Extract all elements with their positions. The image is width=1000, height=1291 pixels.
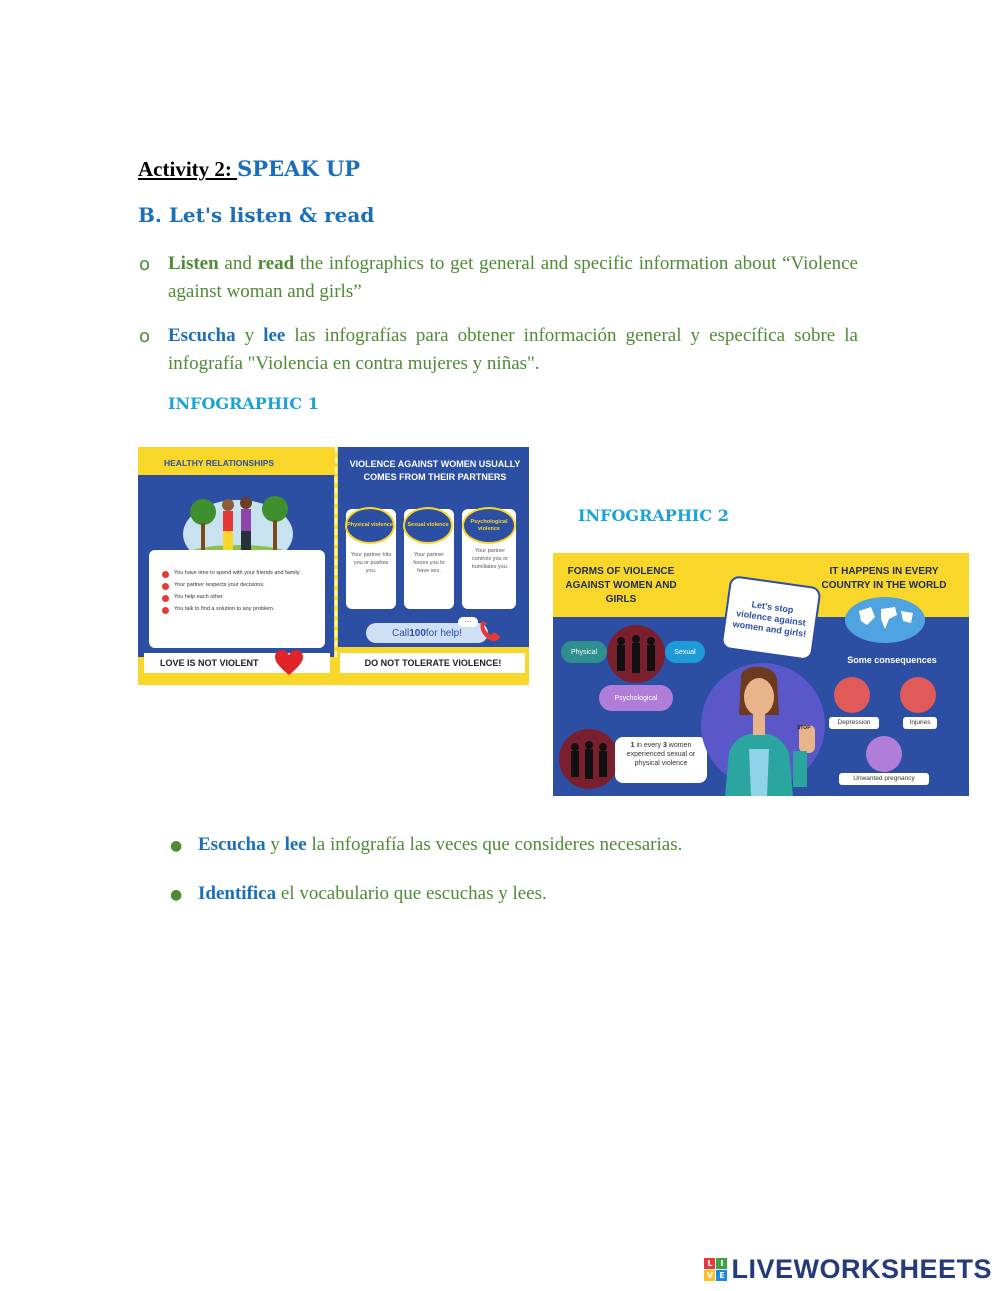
stat-text: women experienced sexual or physical violence: [626, 742, 696, 767]
woman-stop-illustration: [719, 665, 829, 796]
form-pill-physical: Physical: [561, 641, 607, 663]
checklist: [162, 570, 322, 614]
checklist-text: Your partner respects your decisions.: [174, 582, 265, 588]
logo-text: LIVEWORKSHEETS: [731, 1254, 992, 1284]
form-pill-psychological: Psychological: [599, 685, 673, 711]
continents-icon: [845, 597, 925, 643]
world-map-icon: [845, 597, 925, 643]
type-badge: Physical violence: [345, 507, 395, 544]
activity-title: SPEAK UP: [237, 156, 361, 181]
logo-mark-icon: [704, 1258, 727, 1281]
type-badge: Sexual violence: [403, 507, 453, 544]
instruction-bold: Listen: [168, 253, 219, 274]
logo-letter: V: [704, 1270, 715, 1281]
circle-bullet-icon: o: [139, 326, 151, 347]
love-not-violent: LOVE IS NOT VIOLENT: [160, 658, 259, 668]
phone-icon: [476, 617, 506, 645]
do-not-tolerate: DO NOT TOLERATE VIOLENCE!: [364, 658, 502, 668]
task-item: [198, 834, 682, 856]
violence-title: VIOLENCE AGAINST WOMEN USUALLY COMES FROM THEIR PARTNERS: [349, 459, 521, 482]
instruction-spanish: [168, 322, 858, 378]
type-badge: Psychological violence: [462, 507, 516, 544]
check-icon: [162, 571, 169, 578]
logo-letter: I: [716, 1258, 727, 1269]
infographic-2: [553, 553, 969, 796]
task-item: [198, 883, 547, 905]
type-desc: Your partner controls you or humiliates you.: [471, 548, 509, 570]
task-text: el vocabulario que escuchas y lees.: [276, 883, 547, 904]
liveworksheets-logo[interactable]: [704, 1254, 992, 1285]
instruction-bold: read: [257, 253, 295, 274]
consequence-label: Injuries: [903, 717, 937, 729]
check-icon: [162, 583, 169, 590]
task-text: la infografía las veces que consideres necesarias.: [306, 834, 683, 855]
instruction-text: las infografías para obtener información general y específica sobre la infografía "Violencia en contra mujeres y niñas".: [168, 325, 858, 374]
consequence-label: Depression: [829, 717, 879, 729]
circle-bullet-icon: o: [139, 254, 151, 275]
logo-letter: L: [704, 1258, 715, 1269]
dot-bullet-icon: ●: [170, 838, 183, 854]
check-icon: [162, 607, 169, 614]
instruction-text: the infographics to get general and specific information about “Violence against woman and girls”: [168, 253, 858, 302]
stop-label: STOP: [797, 725, 811, 731]
depression-image: [834, 677, 870, 713]
instruction-text: and: [218, 253, 258, 274]
stat-text: in every: [634, 742, 663, 749]
healthy-relationships-title: HEALTHY RELATIONSHIPS: [164, 458, 275, 468]
stat-box: [615, 737, 707, 783]
logo-letter: E: [716, 1270, 727, 1281]
silhouettes-image: [559, 729, 619, 789]
injuries-image: [900, 677, 936, 713]
silhouette-icon: [559, 729, 619, 789]
dot-bullet-icon: ●: [170, 887, 183, 903]
checklist-item: [162, 582, 322, 590]
instruction-text: y: [235, 325, 264, 346]
checklist-item: [162, 570, 322, 578]
section-title: B. Let's listen & read: [138, 203, 375, 227]
pregnancy-image: [866, 736, 902, 772]
checklist-item: [162, 594, 322, 602]
task-bold: lee: [284, 834, 307, 855]
activity-heading: [138, 156, 360, 182]
speech-bubble: Let's stop violence against women and girls!: [720, 575, 821, 661]
silhouette-icon: [607, 625, 665, 683]
call-text: Call: [391, 627, 410, 639]
instruction-bold: Escucha: [168, 325, 236, 346]
speech-bubble: ...: [458, 617, 478, 627]
silhouettes-image: [607, 625, 665, 683]
stat-number: 3: [662, 742, 667, 749]
every-country-title: IT HAPPENS IN EVERY COUNTRY IN THE WORLD: [821, 566, 947, 591]
infographic-1: [138, 447, 529, 685]
task-bold: Identifica: [198, 883, 277, 904]
consequence-label: Unwanted pregnancy: [839, 773, 929, 785]
checklist-text: You help each other.: [174, 594, 224, 600]
call-number: 100: [409, 627, 426, 639]
forms-title: FORMS OF VIOLENCE AGAINST WOMEN AND GIRLS: [565, 566, 677, 605]
checklist-text: You have time to spend with your friends and family.: [174, 570, 301, 576]
type-desc: Your partner hits you or pushes you.: [350, 552, 392, 574]
checklist-item: [162, 606, 322, 614]
heart-icon: [274, 649, 304, 677]
consequences-title: Some consequences: [847, 655, 937, 665]
activity-label: Activity 2:: [138, 157, 238, 181]
check-icon: [162, 595, 169, 602]
infographic-2-label: INFOGRAPHIC 2: [578, 506, 729, 525]
checklist-text: You talk to find a solution to any problem.: [174, 606, 275, 612]
task-text: y: [265, 834, 285, 855]
instruction-english: [168, 250, 858, 306]
type-desc: Your partner forces you to have sex.: [413, 552, 445, 574]
stat-number: 1: [630, 742, 635, 749]
form-pill-sexual: Sexual: [665, 641, 705, 663]
task-bold: Escucha: [198, 834, 266, 855]
divider: [335, 447, 337, 657]
call-text: for help!: [425, 627, 463, 639]
instruction-bold: lee: [263, 325, 286, 346]
infographic-1-label: INFOGRAPHIC 1: [168, 394, 319, 413]
